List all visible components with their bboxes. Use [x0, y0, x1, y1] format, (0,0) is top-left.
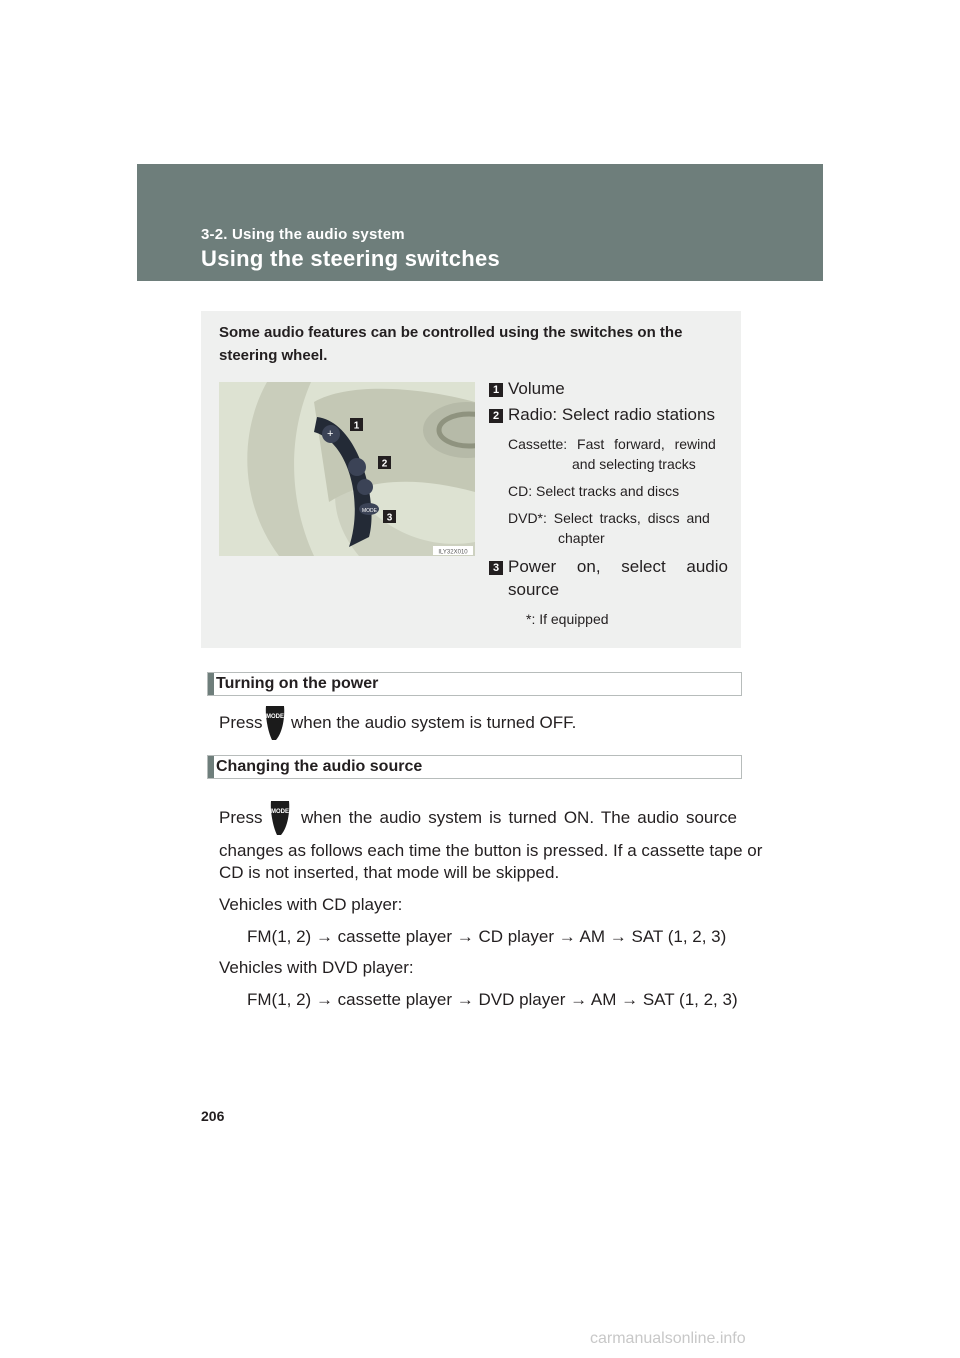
legend-dvd: DVD*: Select tracks, discs and — [508, 510, 710, 526]
mode-button-label: MODE — [271, 809, 289, 815]
turning-on-text: when the audio system is turned OFF. — [291, 713, 577, 732]
legend-cassette: Cassette: Fast forward, rewind — [508, 436, 716, 452]
svg-text:+: + — [327, 428, 334, 440]
legend-number-1: 1 — [489, 383, 503, 397]
wheel-mode-label: MODE — [362, 508, 377, 514]
legend-volume: Volume — [508, 379, 565, 398]
callout-1: 1 — [353, 420, 360, 432]
legend-power-cont: source — [508, 580, 560, 599]
subheading-turning-on — [207, 672, 742, 696]
subheading-bar — [208, 756, 214, 778]
legend-cassette-cont: and selecting tracks — [572, 456, 696, 472]
legend-dvd-cont: chapter — [558, 530, 605, 546]
page-title: Using the steering switches — [201, 246, 501, 271]
press-label-2: Press — [219, 808, 263, 827]
image-code: ILY32X010 — [438, 549, 468, 556]
callout-2: 2 — [381, 458, 388, 470]
legend-power: Power on, select audio — [508, 557, 728, 576]
page-number: 206 — [201, 1108, 225, 1124]
changing-line-3: CD is not inserted, that mode will be skipped. — [219, 863, 560, 882]
press-label-1: Press — [219, 713, 263, 732]
subheading-bar — [208, 673, 214, 695]
legend-number-2: 2 — [489, 409, 503, 423]
changing-line-1: when the audio system is turned ON. The audio source — [301, 808, 737, 827]
cd-sequence: FM(1, 2) → cassette player → CD player → AM → SAT (1, 2, 3) — [247, 927, 727, 946]
legend-cd: CD: Select tracks and discs — [508, 483, 680, 499]
changing-line-2: changes as follows each time the button is pressed. If a cassette tape or — [219, 841, 763, 860]
mode-button-icon — [269, 799, 291, 837]
callout-3: 3 — [386, 512, 393, 524]
legend-number-3: 3 — [489, 561, 503, 575]
subheading-changing-source-text: Changing the audio source — [216, 758, 423, 775]
subheading-turning-on-text: Turning on the power — [216, 675, 379, 692]
mode-button-label: MODE — [266, 714, 284, 720]
steering-wheel-illustration — [219, 382, 475, 556]
dvd-vehicles-label: Vehicles with DVD player: — [219, 958, 414, 977]
section-label: 3-2. Using the audio system — [201, 226, 405, 243]
cd-vehicles-label: Vehicles with CD player: — [219, 895, 403, 914]
subheading-changing-source — [207, 755, 742, 779]
intro-text: Some audio features can be controlled using the switches on the steering wheel. — [219, 324, 683, 364]
footnote: *: If equipped — [526, 611, 609, 627]
legend-radio: Radio: Select radio stations — [508, 405, 715, 424]
dvd-sequence: FM(1, 2) → cassette player → DVD player → AM → SAT (1, 2, 3) — [247, 990, 738, 1009]
watermark: carmanualsonline.info — [590, 1330, 746, 1347]
mode-button-icon — [264, 704, 286, 742]
